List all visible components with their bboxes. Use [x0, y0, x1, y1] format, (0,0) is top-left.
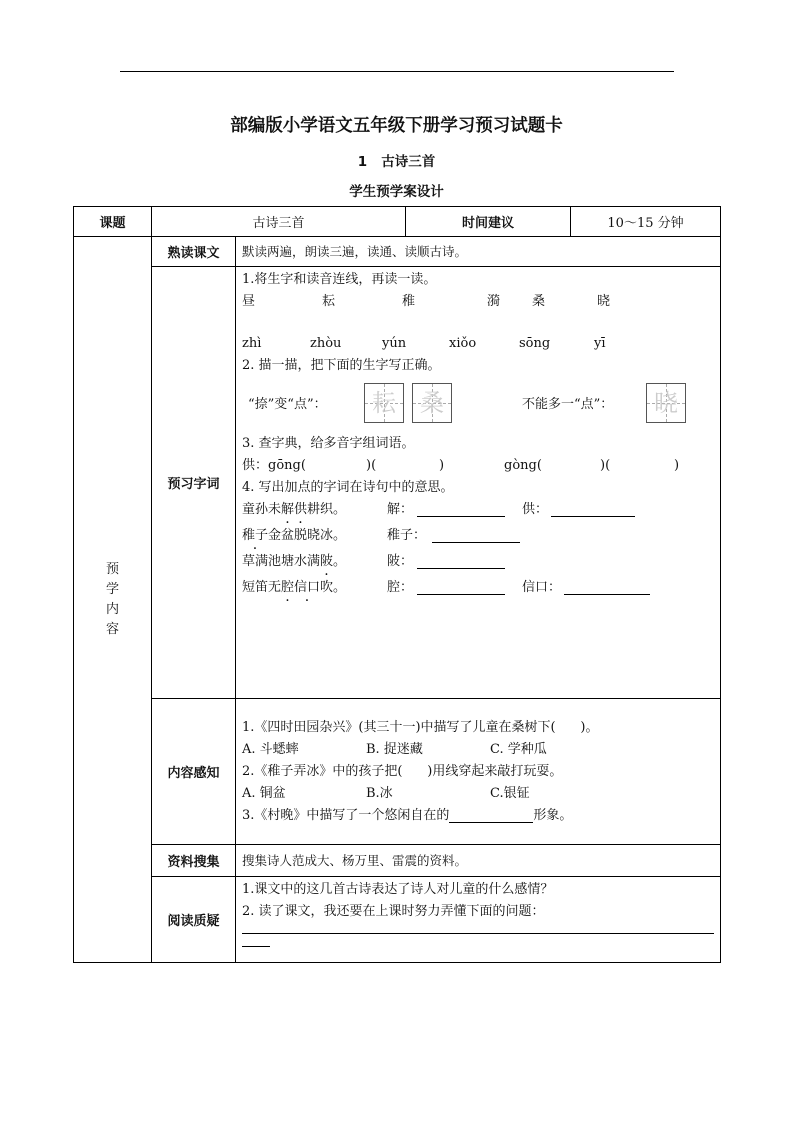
dotted-word: 供 — [294, 502, 308, 517]
dotted-word: 稚子 — [242, 528, 269, 543]
trace-char: 桑 — [420, 389, 444, 417]
pinyin-item: sōng — [519, 336, 551, 351]
pinyin-item: zhì — [242, 336, 262, 351]
meaning-line — [242, 577, 714, 603]
answer-blank[interactable] — [551, 502, 635, 517]
answer-blank[interactable] — [417, 502, 505, 517]
content-q1-options — [242, 739, 714, 761]
trace-left-label: “捺”变“点”： — [248, 397, 327, 412]
side-char: 学 — [105, 581, 119, 597]
option: C. 学种瓜 — [490, 741, 547, 757]
trace-char: 耘 — [372, 389, 396, 417]
option: A. 斗蟋蟀 — [242, 741, 299, 757]
poem-text: 童孙未 — [242, 502, 282, 517]
dotted-word: 信口 — [294, 580, 321, 595]
poem-text: 耕织。 — [307, 502, 347, 517]
poem-text: 金盆脱晓冰。 — [268, 528, 347, 543]
answer-blank[interactable] — [449, 808, 533, 823]
side-char: 内 — [105, 601, 119, 617]
time-label: 时间建议 — [406, 207, 571, 237]
pinyin-item: xiǒo — [449, 336, 477, 351]
content-label: 内容感知 — [152, 699, 236, 845]
char-item: 桑 — [532, 294, 546, 309]
tracing-grid[interactable] — [646, 383, 686, 423]
polyphone-row — [242, 455, 714, 477]
lesson-title: 1 古诗三首 — [357, 154, 436, 170]
tracing-grid[interactable] — [412, 383, 452, 423]
vocab-cell — [236, 267, 721, 699]
poem-text: 吹。 — [320, 580, 347, 595]
poem-text: 。 — [333, 554, 347, 569]
content-q3 — [242, 805, 714, 827]
meaning-line — [242, 551, 714, 577]
collect-text: 搜集诗人范成大、杨万里、雷震的资料。 — [236, 845, 721, 877]
pinyin-item: yún — [382, 336, 407, 351]
vocab-q1: 1.将生字和读音连线，再读一读。 — [242, 272, 437, 287]
section-title: 学生预学案设计 — [349, 184, 444, 200]
char-item: 漪 — [487, 294, 501, 309]
topic-label: 课题 — [74, 207, 152, 237]
char-row — [242, 291, 714, 313]
dotted-word: 解 — [281, 502, 295, 517]
question-q1: 1.课文中的这几首古诗表达了诗人对儿童的什么感情？ — [242, 882, 554, 897]
tracing-grid[interactable] — [364, 383, 404, 423]
trace-left-grids — [364, 383, 460, 423]
answer-label: 供： — [522, 502, 549, 517]
answer-label: 信口： — [522, 580, 562, 595]
vocab-q3: 3. 查字典，给多音字组词语。 — [242, 436, 415, 451]
content-q3-text: 3.《村晚》中描写了一个悠闲自在的 — [242, 807, 450, 823]
answer-line-short[interactable] — [242, 944, 270, 947]
answer-blank[interactable] — [432, 528, 520, 543]
polyphone-paren: )( — [600, 458, 611, 473]
pinyin-row — [242, 333, 714, 355]
read-text: 默读两遍，朗读三遍，读通、读顺古诗。 — [236, 237, 721, 267]
topic-value: 古诗三首 — [152, 207, 406, 237]
content-q2: 2.《稚子弄冰》中的孩子把( )用线穿起来敲打玩耍。 — [242, 763, 563, 779]
content-q2-options — [242, 783, 714, 805]
dotted-word: 陂 — [320, 554, 334, 569]
answer-label: 陂： — [387, 554, 414, 569]
header-rule — [120, 71, 674, 72]
read-label: 熟读课文 — [152, 237, 236, 267]
dotted-word: 腔 — [281, 580, 295, 595]
answer-blank[interactable] — [417, 554, 505, 569]
pinyin-item: yī — [594, 336, 606, 351]
content-cell — [236, 699, 721, 845]
option: C.银钲 — [490, 785, 530, 801]
content-q3-text: 形象。 — [533, 807, 573, 823]
char-item: 稚 — [402, 294, 416, 309]
polyphone-b: gòng( — [504, 458, 542, 473]
question-q2: 2. 读了课文，我还要在上课时努力弄懂下面的问题： — [242, 904, 545, 919]
answer-blank[interactable] — [564, 580, 650, 595]
side-label — [74, 237, 152, 963]
char-item: 耘 — [322, 294, 336, 309]
meaning-line — [242, 525, 714, 551]
study-table — [73, 206, 721, 963]
side-char: 容 — [105, 621, 119, 637]
polyphone-close: ) — [439, 458, 445, 473]
polyphone-close: ) — [674, 458, 680, 473]
poem-text: 草满池塘水满 — [242, 554, 321, 569]
vocab-label: 预习字词 — [152, 267, 236, 699]
answer-label: 稚子： — [387, 528, 427, 543]
trace-right-grids — [646, 383, 694, 423]
option: B.冰 — [366, 785, 393, 801]
collect-label: 资料搜集 — [152, 845, 236, 877]
vocab-q4: 4. 写出加点的字词在诗句中的意思。 — [242, 480, 454, 495]
trace-right-label: 不能多一“点”： — [522, 397, 614, 412]
answer-line[interactable] — [242, 923, 714, 934]
trace-row — [242, 379, 714, 429]
content-q1: 1.《四时田园杂兴》(其三十一)中描写了儿童在桑树下( )。 — [242, 719, 599, 735]
question-label: 阅读质疑 — [152, 877, 236, 963]
polyphone-paren: )( — [366, 458, 377, 473]
char-item: 昼 — [242, 294, 256, 309]
answer-label: 解： — [387, 502, 414, 517]
side-char: 预 — [105, 561, 119, 577]
char-item: 晓 — [597, 294, 611, 309]
polyphone-a: 供：gōng( — [242, 458, 306, 473]
page-title: 部编版小学语文五年级下册学习预习试题卡 — [230, 116, 563, 136]
answer-blank[interactable] — [417, 580, 505, 595]
option: B. 捉迷藏 — [366, 741, 423, 757]
trace-char: 晓 — [654, 389, 678, 417]
pinyin-item: zhòu — [310, 336, 342, 351]
question-cell — [236, 877, 721, 963]
option: A. 铜盆 — [242, 785, 286, 801]
answer-label: 腔： — [387, 580, 414, 595]
time-value: 10～15 分钟 — [571, 207, 721, 237]
vocab-q2: 2. 描一描，把下面的生字写正确。 — [242, 358, 441, 373]
meaning-line — [242, 499, 714, 525]
poem-text: 短笛无 — [242, 580, 282, 595]
